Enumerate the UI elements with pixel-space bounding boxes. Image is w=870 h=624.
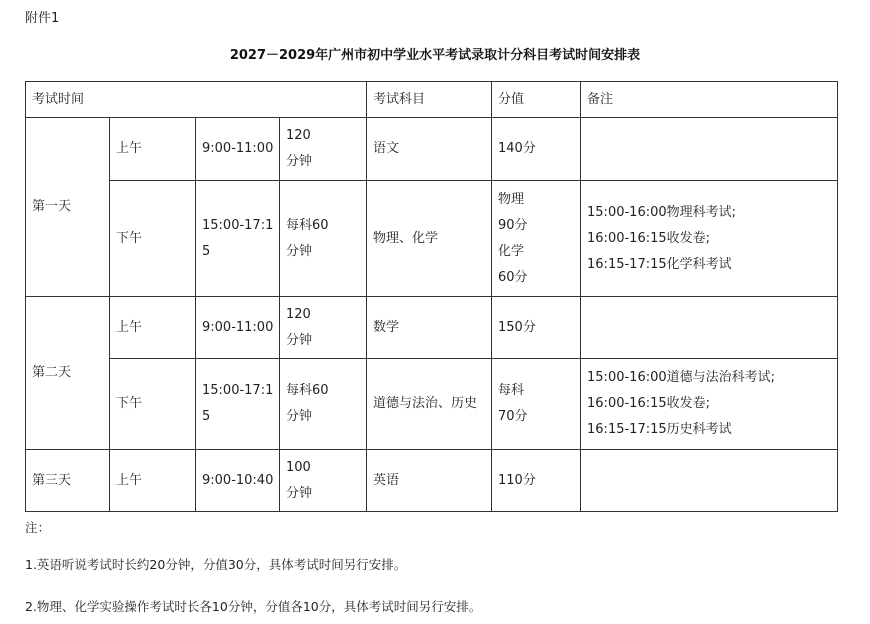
table-row bbox=[26, 359, 838, 450]
table-header-row bbox=[26, 82, 838, 118]
header-subject: 考试科目 bbox=[367, 82, 492, 118]
subject-cell: 物理、化学 bbox=[367, 181, 492, 297]
day-cell: 第三天 bbox=[26, 450, 110, 512]
score-cell: 140分 bbox=[492, 118, 581, 181]
duration-cell: 100 分钟 bbox=[280, 450, 367, 512]
period-cell: 上午 bbox=[110, 450, 196, 512]
remarks-cell bbox=[581, 297, 838, 359]
subject-cell: 英语 bbox=[367, 450, 492, 512]
period-cell: 下午 bbox=[110, 359, 196, 450]
time-cell: 9:00-11:00 bbox=[196, 118, 280, 181]
remarks-cell: 15:00-16:00道德与法治科考试; 16:00-16:15收发卷; 16:15-17:15历史科考试 bbox=[581, 359, 838, 450]
remarks-cell bbox=[581, 450, 838, 512]
table-row bbox=[26, 450, 838, 512]
period-cell: 上午 bbox=[110, 297, 196, 359]
notes-heading: 注： bbox=[25, 520, 51, 535]
period-cell: 上午 bbox=[110, 118, 196, 181]
score-cell: 110分 bbox=[492, 450, 581, 512]
subject-cell: 道德与法治、历史 bbox=[367, 359, 492, 450]
exam-schedule-table bbox=[25, 81, 838, 512]
score-cell: 物理 90分 化学 60分 bbox=[492, 181, 581, 297]
header-exam-time: 考试时间 bbox=[26, 82, 367, 118]
duration-cell: 每科60 分钟 bbox=[280, 181, 367, 297]
subject-cell: 数学 bbox=[367, 297, 492, 359]
table-row bbox=[26, 297, 838, 359]
attachment-label: 附件1 bbox=[25, 11, 60, 26]
remarks-cell: 15:00-16:00物理科考试; 16:00-16:15收发卷; 16:15-17:15化学科考试 bbox=[581, 181, 838, 297]
note-item: 2.物理、化学实验操作考试时长各10分钟，分值各10分，具体考试时间另行安排。 bbox=[25, 599, 482, 614]
score-cell: 150分 bbox=[492, 297, 581, 359]
header-remarks: 备注 bbox=[581, 82, 838, 118]
time-cell: 15:00-17:1 5 bbox=[196, 359, 280, 450]
day-cell: 第一天 bbox=[26, 118, 110, 297]
duration-cell: 120 分钟 bbox=[280, 118, 367, 181]
table-row bbox=[26, 181, 838, 297]
table-row bbox=[26, 118, 838, 181]
score-cell: 每科 70分 bbox=[492, 359, 581, 450]
time-cell: 9:00-10:40 bbox=[196, 450, 280, 512]
time-cell: 9:00-11:00 bbox=[196, 297, 280, 359]
header-score: 分值 bbox=[492, 82, 581, 118]
page-title: 2027－2029年广州市初中学业水平考试录取计分科目考试时间安排表 bbox=[229, 48, 641, 63]
day-cell: 第二天 bbox=[26, 297, 110, 450]
duration-cell: 120 分钟 bbox=[280, 297, 367, 359]
remarks-cell bbox=[581, 118, 838, 181]
note-item: 1.英语听说考试时长约20分钟，分值30分，具体考试时间另行安排。 bbox=[25, 557, 407, 572]
subject-cell: 语文 bbox=[367, 118, 492, 181]
duration-cell: 每科60 分钟 bbox=[280, 359, 367, 450]
time-cell: 15:00-17:1 5 bbox=[196, 181, 280, 297]
period-cell: 下午 bbox=[110, 181, 196, 297]
